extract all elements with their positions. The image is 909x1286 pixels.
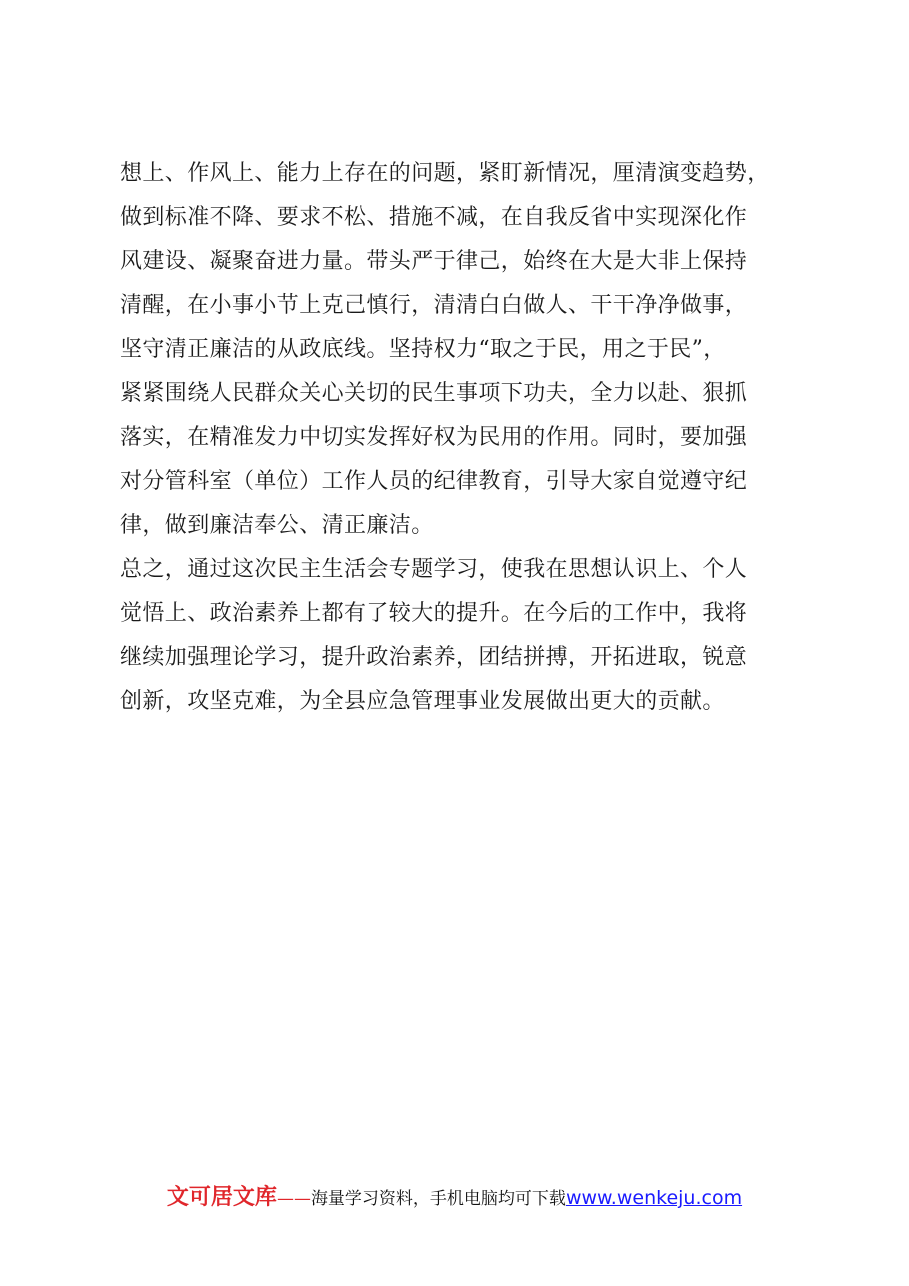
text-line: 清醒，在小事小节上克己慎行，清清白白做人、干干净净做事， <box>120 293 748 318</box>
document-body <box>120 152 820 724</box>
footer-tagline: 海量学习资料，手机电脑均可下载 <box>310 1189 566 1209</box>
text-line: 做到标准不降、要求不松、措施不减，在自我反省中实现深化作 <box>120 205 748 230</box>
footer-link[interactable]: www.wenkeju.com <box>565 1187 743 1209</box>
text-line: 落实，在精准发力中切实发挥好权为民用的作用。同时，要加强 <box>120 425 748 450</box>
footer-dash: —— <box>276 1189 311 1209</box>
text-line: 对分管科室（单位）工作人员的纪律教育，引导大家自觉遵守纪 <box>120 469 748 494</box>
text-line: 总之，通过这次民主生活会专题学习，使我在思想认识上、个人 <box>120 557 748 582</box>
page-footer <box>0 1180 909 1211</box>
footer-brand: 文可居文库 <box>166 1185 277 1210</box>
text-line: 律，做到廉洁奉公、清正廉洁。 <box>120 513 434 538</box>
text-line: 想上、作风上、能力上存在的问题，紧盯新情况，厘清演变趋势， <box>120 161 770 186</box>
text-line: 风建设、凝聚奋进力量。带头严于律己，始终在大是大非上保持 <box>120 249 748 274</box>
text-line: 觉悟上、政治素养上都有了较大的提升。在今后的工作中，我将 <box>120 601 748 626</box>
text-line: 坚守清正廉洁的从政底线。坚持权力“取之于民，用之于民”， <box>120 337 726 362</box>
text-line: 紧紧围绕人民群众关心关切的民生事项下功夫，全力以赴、狠抓 <box>120 381 748 406</box>
text-line: 继续加强理论学习，提升政治素养，团结拼搏，开拓进取，锐意 <box>120 645 748 670</box>
text-line: 创新，攻坚克难，为全县应急管理事业发展做出更大的贡献。 <box>120 689 725 714</box>
